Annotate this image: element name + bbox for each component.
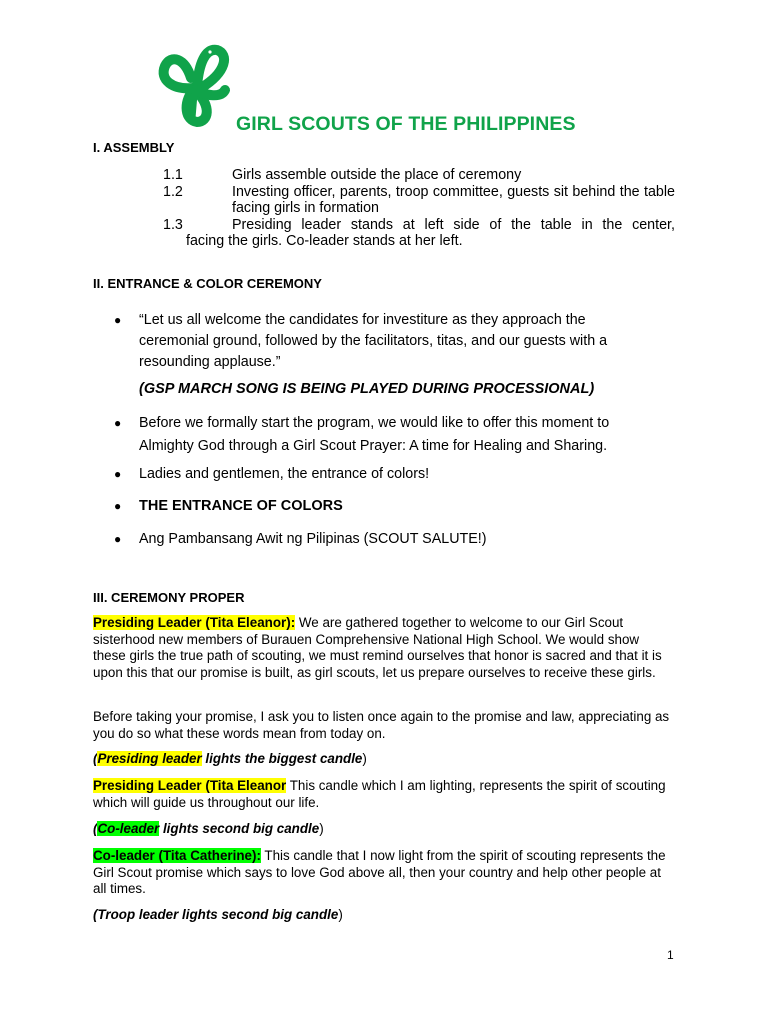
bullet-text: Before we formally start the program, we would like to offer this moment to Almighty God through a Girl Scout Prayer: A time for Healing and Sharing. (139, 415, 610, 454)
list-item (163, 184, 675, 217)
bullet-icon: ● (114, 313, 122, 327)
item-text: Investing officer, parents, troop committee, guests sit behind the table facing girls in formation (232, 183, 675, 216)
list-item (110, 463, 670, 485)
bullet-icon: ● (114, 416, 122, 430)
trefoil-logo-icon (155, 40, 233, 128)
paragraph-presiding-leader: Presiding Leader (Tita Eleanor): We are gathered together to welcome to our Girl Scout sisterhood new members of Burauen Comprehensive National High School. We would show these girls the true path of scouting, we must remind ourselves that honor is sacred and that it is upon this that our promise is built, as girl scouts, let us prepare ourselves to receive these girls. (93, 615, 662, 680)
list-item (163, 217, 675, 234)
bullet-text: Ang Pambansang Awit ng Pilipinas (SCOUT SALUTE!) (139, 531, 487, 547)
speaker-label: Co-leader (97, 821, 160, 836)
item-text: Girls assemble outside the place of ceremony (232, 167, 522, 183)
item-number: 1.1 (163, 167, 183, 183)
bullet-text: Ladies and gentlemen, the entrance of colors! (139, 466, 430, 482)
list-item (163, 167, 675, 184)
list-item (110, 310, 670, 400)
page-number: 1 (667, 948, 674, 962)
item-text: Presiding leader stands at left side of the table in the center, (232, 216, 675, 233)
bullet-text: “Let us all welcome the candidates for investiture as they approach the ceremonial ground, followed by the facilitators, titas, and our guests with a resounding applause.” (139, 312, 608, 370)
list-item (110, 412, 670, 458)
list-item-continuation (163, 233, 675, 250)
speaker-label: Presiding leader (97, 751, 202, 766)
speaker-label: Presiding Leader (Tita Eleanor): (93, 615, 296, 630)
list-item (110, 495, 670, 517)
speaker-label: Co-leader (Tita Catherine): (93, 848, 261, 863)
item-number: 1.2 (163, 183, 183, 200)
stage-direction: (Troop leader lights second big candle) (93, 907, 343, 922)
list-item (110, 528, 670, 550)
bullet-text: THE ENTRANCE OF COLORS (139, 498, 343, 514)
entrance-bullet-list (110, 310, 670, 550)
bullet-icon: ● (114, 467, 122, 481)
paragraph-co-leader: Co-leader (Tita Catherine): This candle that I now light from the spirit of scouting represents the Girl Scout promise which says to love God above all, then your country and help other people at all times. (93, 848, 666, 896)
section-heading-ceremony: III. CEREMONY PROPER (93, 590, 245, 605)
bullet-icon: ● (114, 532, 122, 546)
document-header (155, 40, 635, 135)
section-heading-assembly: I. ASSEMBLY (93, 140, 175, 155)
org-name: GIRL SCOUTS OF THE PHILIPPINES (236, 113, 576, 135)
speaker-label: Presiding Leader (Tita Eleanor (93, 778, 287, 793)
processional-note: (GSP MARCH SONG IS BEING PLAYED DURING PROCESSIONAL) (139, 381, 595, 397)
assembly-list (163, 167, 675, 250)
item-number: 1.3 (163, 216, 183, 233)
paragraph-presiding-leader-candle: Presiding Leader (Tita Eleanor This candle which I am lighting, represents the spirit of scouting which will guide us throughout our life. (93, 778, 666, 810)
bullet-icon: ● (114, 499, 122, 513)
paragraph-promise-intro: Before taking your promise, I ask you to listen once again to the promise and law, appreciating as you do so what these words mean from today on. (93, 709, 670, 741)
stage-direction: (Co-leader lights second big candle) (93, 821, 324, 836)
stage-direction: (Presiding leader lights the biggest candle) (93, 751, 367, 766)
item-text-continued: facing the girls. Co-leader stands at her left. (186, 233, 463, 249)
section-heading-entrance: II. ENTRANCE & COLOR CEREMONY (93, 276, 322, 291)
